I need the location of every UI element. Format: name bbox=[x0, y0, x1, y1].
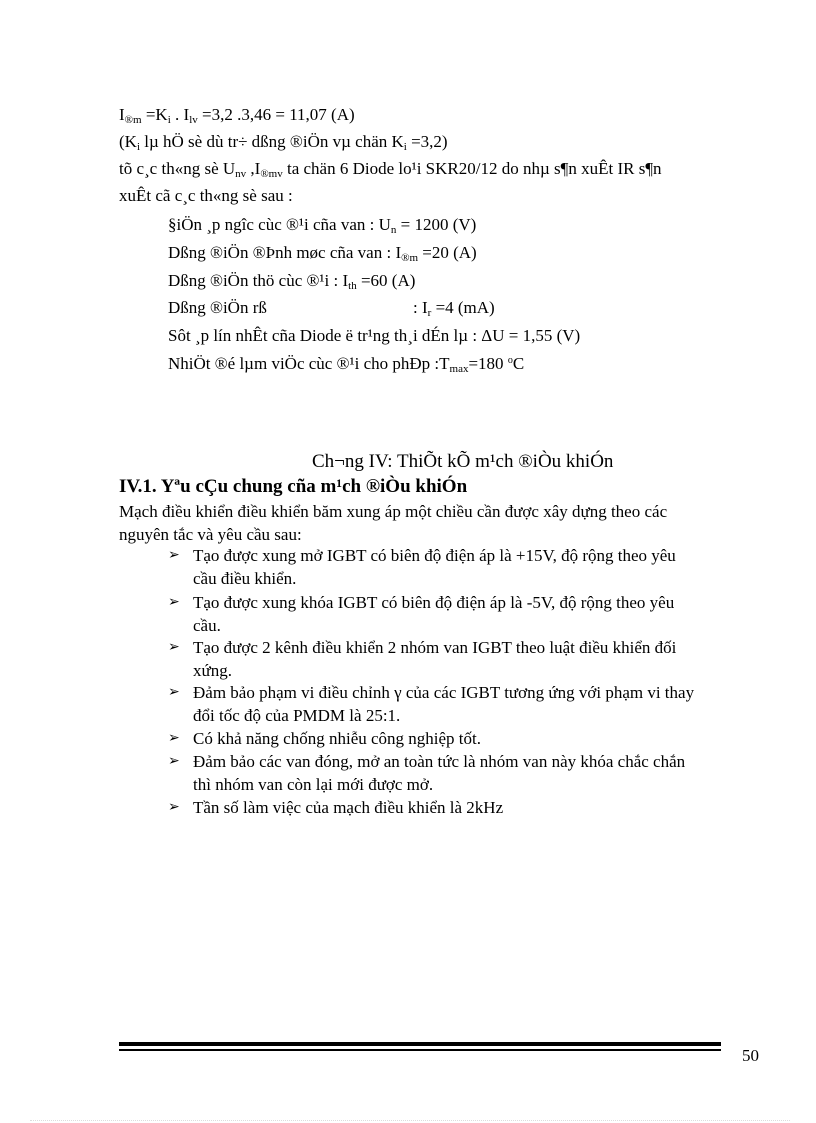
formula-text: I bbox=[119, 105, 125, 124]
arrow-bullet-icon: ➢ bbox=[168, 548, 180, 563]
paragraph-text: ,I bbox=[246, 159, 261, 178]
subscript: lv bbox=[189, 114, 198, 126]
formula-text: =K bbox=[141, 105, 168, 124]
subscript: ®m bbox=[124, 114, 142, 126]
list-item: Tần số làm việc của mạch điều khiển là 2kHz bbox=[193, 798, 504, 817]
footer-rule-thick bbox=[119, 1042, 721, 1046]
rated-current-formula bbox=[119, 105, 355, 126]
subscript: i bbox=[403, 141, 407, 153]
note-text: =3,2) bbox=[406, 132, 448, 151]
page-number: 50 bbox=[742, 1046, 759, 1065]
safety-factor-note bbox=[119, 132, 448, 153]
arrow-bullet-icon: ➢ bbox=[168, 731, 180, 746]
list-item: Tạo được xung mở IGBT có biên độ điện áp là +15V, độ rộng theo yêu bbox=[193, 546, 676, 565]
page-edge-divider bbox=[30, 1120, 790, 1121]
list-item-continuation: thì nhóm van còn lại mới được mở. bbox=[193, 775, 434, 794]
footer-rule-thin bbox=[119, 1049, 721, 1051]
note-text: (K bbox=[119, 132, 137, 151]
spec-text: §iÖn ¸p ngîc cùc ®¹i cña van : U bbox=[168, 215, 391, 234]
subscript: r bbox=[427, 307, 432, 319]
list-item: Đảm bảo phạm vi điều chỉnh γ của các IGBT tương ứng với phạm vi thay bbox=[193, 683, 695, 702]
diode-selection-line bbox=[119, 159, 662, 180]
spec-value: =60 (A) bbox=[356, 271, 416, 290]
subscript: i bbox=[167, 114, 171, 126]
list-item-continuation: xứng. bbox=[193, 661, 232, 680]
formula-text: =3,2 .3,46 = 11,07 (A) bbox=[197, 105, 355, 124]
subscript: i bbox=[136, 141, 141, 153]
note-text: lµ hÖ sè dù tr÷ dßng ®iÖn vµ chän K bbox=[140, 132, 404, 151]
list-item-continuation: cầu điều khiển. bbox=[193, 569, 297, 588]
superscript: o bbox=[507, 355, 513, 366]
list-item: Có khả năng chống nhiễu công nghiệp tốt. bbox=[193, 729, 482, 748]
spec-value: = 1200 (V) bbox=[396, 215, 477, 234]
spec-voltage-drop: Sôt ¸p lín nhÊt cña Diode ë tr¹ng th¸i dÉn lµ : ΔU = 1,55 (V) bbox=[168, 326, 581, 345]
subscript: ®m bbox=[401, 252, 419, 264]
arrow-bullet-icon: ➢ bbox=[168, 685, 180, 700]
spec-value: =4 (mA) bbox=[431, 298, 495, 317]
subscript: th bbox=[348, 280, 357, 292]
spec-reverse-voltage bbox=[168, 215, 477, 236]
spec-text: Dßng ®iÖn rß bbox=[168, 298, 267, 317]
diode-selection-line-2: xuÊt cã c¸c th«ng sè sau : bbox=[119, 186, 293, 205]
list-item-continuation: đổi tốc độ của PMDM là 25:1. bbox=[193, 706, 401, 725]
arrow-bullet-icon: ➢ bbox=[168, 754, 180, 769]
spec-value: =180 bbox=[468, 354, 508, 373]
arrow-bullet-icon: ➢ bbox=[168, 800, 180, 815]
spec-unit: C bbox=[512, 354, 525, 373]
spec-text: Dßng ®iÖn ®Þnh møc cña van : I bbox=[168, 243, 402, 262]
arrow-bullet-icon: ➢ bbox=[168, 640, 180, 655]
arrow-bullet-icon: ➢ bbox=[168, 595, 180, 610]
intro-line-2: nguyên tắc và yêu cầu sau: bbox=[119, 525, 302, 544]
subscript: max bbox=[449, 363, 469, 375]
list-item-continuation: cầu. bbox=[193, 616, 221, 635]
paragraph-text: tõ c¸c th«ng sè U bbox=[119, 159, 236, 178]
section-heading: IV.1. Yªu cÇu chung cña m¹ch ®iÒu khiÓn bbox=[119, 476, 468, 497]
subscript: ®mv bbox=[260, 168, 283, 180]
intro-line-1: Mạch điều khiển điều khiển băm xung áp một chiều cần được xây dựng theo các bbox=[119, 502, 668, 521]
spec-leakage-value bbox=[413, 298, 495, 319]
list-item: Tạo được xung khóa IGBT có biên độ điện áp là -5V, độ rộng theo yêu bbox=[193, 593, 675, 612]
spec-text: Dßng ®iÖn thö cùc ®¹i : I bbox=[168, 271, 349, 290]
spec-text: NhiÖt ®é lµm viÖc cùc ®¹i cho phÐp :T bbox=[168, 354, 450, 373]
spec-max-temperature bbox=[168, 354, 525, 375]
spec-value: =20 (A) bbox=[418, 243, 477, 262]
chapter-title: Ch¬ng IV: ThiÕt kÕ m¹ch ®iÒu khiÓn bbox=[312, 451, 614, 472]
paragraph-text: ta chän 6 Diode lo¹i SKR20/12 do nhµ s¶n xuÊt IR s¶n bbox=[282, 159, 662, 178]
list-item: Đảm bảo các van đóng, mở an toàn tức là nhóm van này khóa chắc chắn bbox=[193, 752, 686, 771]
subscript: n bbox=[390, 224, 397, 236]
spec-test-current bbox=[168, 271, 416, 292]
spec-rated-current bbox=[168, 243, 477, 264]
spec-leakage-current bbox=[168, 299, 267, 316]
subscript: nv bbox=[235, 168, 247, 180]
spec-text: : I bbox=[413, 298, 428, 317]
formula-text: . I bbox=[170, 105, 190, 124]
list-item: Tạo được 2 kênh điều khiển 2 nhóm van IGBT theo luật điều khiển đối bbox=[193, 638, 677, 657]
